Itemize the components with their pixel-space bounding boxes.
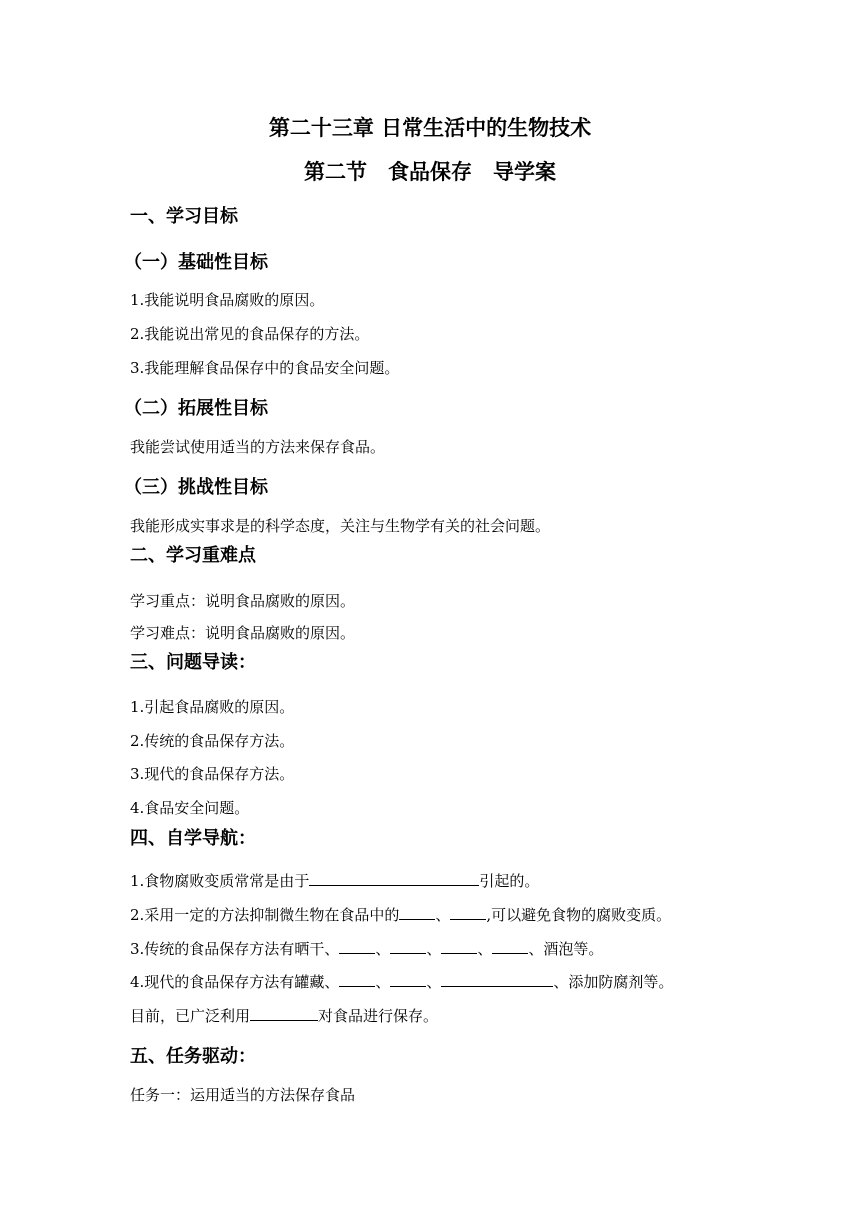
separator: 、 xyxy=(435,906,451,924)
task-1: 任务一：运用适当的方法保存食品 xyxy=(130,1086,356,1104)
separator: 、 xyxy=(375,973,391,991)
basic-goal-3: 3.我能理解食品保存中的食品安全问题。 xyxy=(130,359,400,377)
answer-blank[interactable] xyxy=(441,971,553,987)
fill-text: 、酒泡等。 xyxy=(528,940,604,958)
subheading-extended-goals: （二）拓展性目标 xyxy=(124,398,268,419)
answer-blank[interactable] xyxy=(441,938,477,954)
fill-in-line-3 xyxy=(130,938,603,960)
difficult-point-text: 学习难点：说明食品腐败的原因。 xyxy=(130,624,356,642)
fill-text: 引起的。 xyxy=(479,872,540,890)
fill-text: ,可以避免食物的腐败变质。 xyxy=(486,906,672,924)
heading-key-points: 二、学习重难点 xyxy=(130,545,256,566)
separator: 、 xyxy=(426,973,442,991)
answer-blank[interactable] xyxy=(492,938,528,954)
separator: 、 xyxy=(375,940,391,958)
challenge-goal-text: 我能形成实事求是的科学态度，关注与生物学有关的社会问题。 xyxy=(130,517,551,535)
fill-text: 对食品进行保存。 xyxy=(318,1007,439,1025)
separator: 、 xyxy=(426,940,442,958)
fill-in-line-1 xyxy=(130,870,539,892)
question-3: 3.现代的食品保存方法。 xyxy=(130,765,295,783)
section-title: 第二节 食品保存 导学案 xyxy=(304,160,556,184)
extended-goal-text: 我能尝试使用适当的方法来保存食品。 xyxy=(130,438,386,456)
answer-blank[interactable] xyxy=(399,904,435,920)
basic-goal-1: 1.我能说明食品腐败的原因。 xyxy=(130,291,325,309)
basic-goal-2: 2.我能说出常见的食品保存的方法。 xyxy=(130,325,370,343)
fill-text: 、添加防腐剂等。 xyxy=(553,973,674,991)
answer-blank[interactable] xyxy=(339,938,375,954)
fill-text: 4.现代的食品保存方法有罐藏、 xyxy=(130,973,340,991)
fill-text: 1.食物腐败变质常常是由于 xyxy=(130,872,310,890)
answer-blank[interactable] xyxy=(309,870,479,886)
subheading-basic-goals: （一）基础性目标 xyxy=(124,252,268,273)
heading-question-guide: 三、问题导读： xyxy=(130,652,256,673)
answer-blank[interactable] xyxy=(390,938,426,954)
question-4: 4.食品安全问题。 xyxy=(130,799,250,817)
question-2: 2.传统的食品保存方法。 xyxy=(130,732,295,750)
answer-blank[interactable] xyxy=(450,904,486,920)
question-1: 1.引起食品腐败的原因。 xyxy=(130,698,295,716)
answer-blank[interactable] xyxy=(250,1005,318,1021)
answer-blank[interactable] xyxy=(339,971,375,987)
answer-blank[interactable] xyxy=(390,971,426,987)
heading-task-driven: 五、任务驱动： xyxy=(130,1046,256,1067)
key-point-text: 学习重点：说明食品腐败的原因。 xyxy=(130,592,356,610)
fill-in-line-4 xyxy=(130,971,673,993)
heading-self-study: 四、自学导航： xyxy=(130,828,256,849)
chapter-title: 第二十三章 日常生活中的生物技术 xyxy=(268,116,592,140)
fill-in-line-5 xyxy=(130,1005,438,1027)
fill-in-line-2 xyxy=(130,904,671,926)
fill-text: 2.采用一定的方法抑制微生物在食品中的 xyxy=(130,906,400,924)
fill-text: 目前，已广泛利用 xyxy=(130,1007,251,1025)
separator: 、 xyxy=(477,940,493,958)
subheading-challenge-goals: （三）挑战性目标 xyxy=(124,477,268,498)
fill-text: 3.传统的食品保存方法有晒干、 xyxy=(130,940,340,958)
heading-learning-goals: 一、学习目标 xyxy=(130,206,238,227)
